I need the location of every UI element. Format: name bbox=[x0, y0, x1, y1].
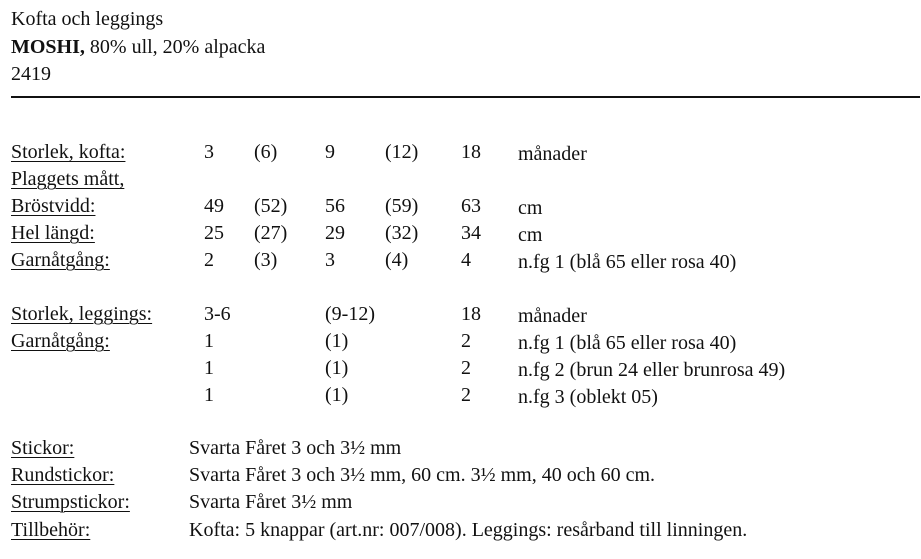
kofta-bust-1: 49 bbox=[204, 195, 224, 217]
kofta-size-unit: månader bbox=[518, 143, 587, 165]
pattern-title: Kofta och leggings bbox=[11, 8, 164, 30]
leggings-yarn-r3-3: 2 bbox=[461, 384, 471, 406]
kofta-size-3: 9 bbox=[325, 141, 335, 163]
kofta-measure-heading: Plaggets mått, bbox=[11, 168, 125, 190]
leggings-size-3: 18 bbox=[461, 303, 481, 325]
leggings-yarn-r3-2: (1) bbox=[325, 384, 349, 406]
needles-label: Stickor: bbox=[11, 437, 75, 459]
kofta-yarn-unit: n.fg 1 (blå 65 eller rosa 40) bbox=[518, 251, 737, 273]
header-divider bbox=[11, 96, 920, 98]
kofta-yarn-label: Garnåtgång: bbox=[11, 249, 110, 271]
kofta-length-label: Hel längd: bbox=[11, 222, 95, 244]
leggings-yarn-r1-1: 1 bbox=[204, 330, 214, 352]
kofta-yarn-3: 3 bbox=[325, 249, 335, 271]
kofta-yarn-5: 4 bbox=[461, 249, 471, 271]
leggings-yarn-r2-1: 1 bbox=[204, 357, 214, 379]
leggings-yarn-r3-unit: n.fg 3 (oblekt 05) bbox=[518, 386, 658, 408]
leggings-yarn-label: Garnåtgång: bbox=[11, 330, 110, 352]
kofta-length-5: 34 bbox=[461, 222, 481, 244]
notions-label: Tillbehör: bbox=[11, 519, 91, 541]
leggings-yarn-r1-2: (1) bbox=[325, 330, 349, 352]
kofta-bust-4: (59) bbox=[385, 195, 419, 217]
kofta-yarn-2: (3) bbox=[254, 249, 278, 271]
kofta-size-label: Storlek, kofta: bbox=[11, 141, 126, 163]
yarn-composition: 80% ull, 20% alpacka bbox=[84, 36, 266, 58]
dpn-label: Strumpstickor: bbox=[11, 491, 130, 513]
circular-needles-value: Svarta Fåret 3 och 3½ mm, 60 cm. 3½ mm, 40 och 60 cm. bbox=[189, 464, 656, 486]
kofta-length-4: (32) bbox=[385, 222, 419, 244]
circular-needles-label: Rundstickor: bbox=[11, 464, 115, 486]
kofta-size-4: (12) bbox=[385, 141, 419, 163]
kofta-yarn-4: (4) bbox=[385, 249, 409, 271]
notions-value: Kofta: 5 knappar (art.nr: 007/008). Leggings: resårband till linningen. bbox=[189, 519, 748, 541]
leggings-yarn-r1-3: 2 bbox=[461, 330, 471, 352]
kofta-bust-5: 63 bbox=[461, 195, 481, 217]
leggings-size-1: 3-6 bbox=[204, 303, 231, 325]
kofta-size-1: 3 bbox=[204, 141, 214, 163]
leggings-size-2: (9-12) bbox=[325, 303, 375, 325]
leggings-size-unit: månader bbox=[518, 305, 587, 327]
kofta-yarn-1: 2 bbox=[204, 249, 214, 271]
leggings-yarn-r2-3: 2 bbox=[461, 357, 471, 379]
kofta-bust-3: 56 bbox=[325, 195, 345, 217]
pattern-number: 2419 bbox=[11, 63, 51, 85]
yarn-name: MOSHI, bbox=[11, 36, 85, 58]
dpn-value: Svarta Fåret 3½ mm bbox=[189, 491, 353, 513]
leggings-yarn-r2-2: (1) bbox=[325, 357, 349, 379]
kofta-length-2: (27) bbox=[254, 222, 288, 244]
kofta-bust-label: Bröstvidd: bbox=[11, 195, 96, 217]
needles-value: Svarta Fåret 3 och 3½ mm bbox=[189, 437, 402, 459]
yarn-line bbox=[11, 35, 265, 59]
leggings-size-label: Storlek, leggings: bbox=[11, 303, 153, 325]
kofta-size-2: (6) bbox=[254, 141, 278, 163]
kofta-length-1: 25 bbox=[204, 222, 224, 244]
leggings-yarn-r2-unit: n.fg 2 (brun 24 eller brunrosa 49) bbox=[518, 359, 786, 381]
leggings-yarn-r1-unit: n.fg 1 (blå 65 eller rosa 40) bbox=[518, 332, 737, 354]
kofta-length-unit: cm bbox=[518, 224, 543, 246]
kofta-size-5: 18 bbox=[461, 141, 481, 163]
kofta-length-3: 29 bbox=[325, 222, 345, 244]
kofta-bust-2: (52) bbox=[254, 195, 288, 217]
leggings-yarn-r3-1: 1 bbox=[204, 384, 214, 406]
kofta-bust-unit: cm bbox=[518, 197, 543, 219]
